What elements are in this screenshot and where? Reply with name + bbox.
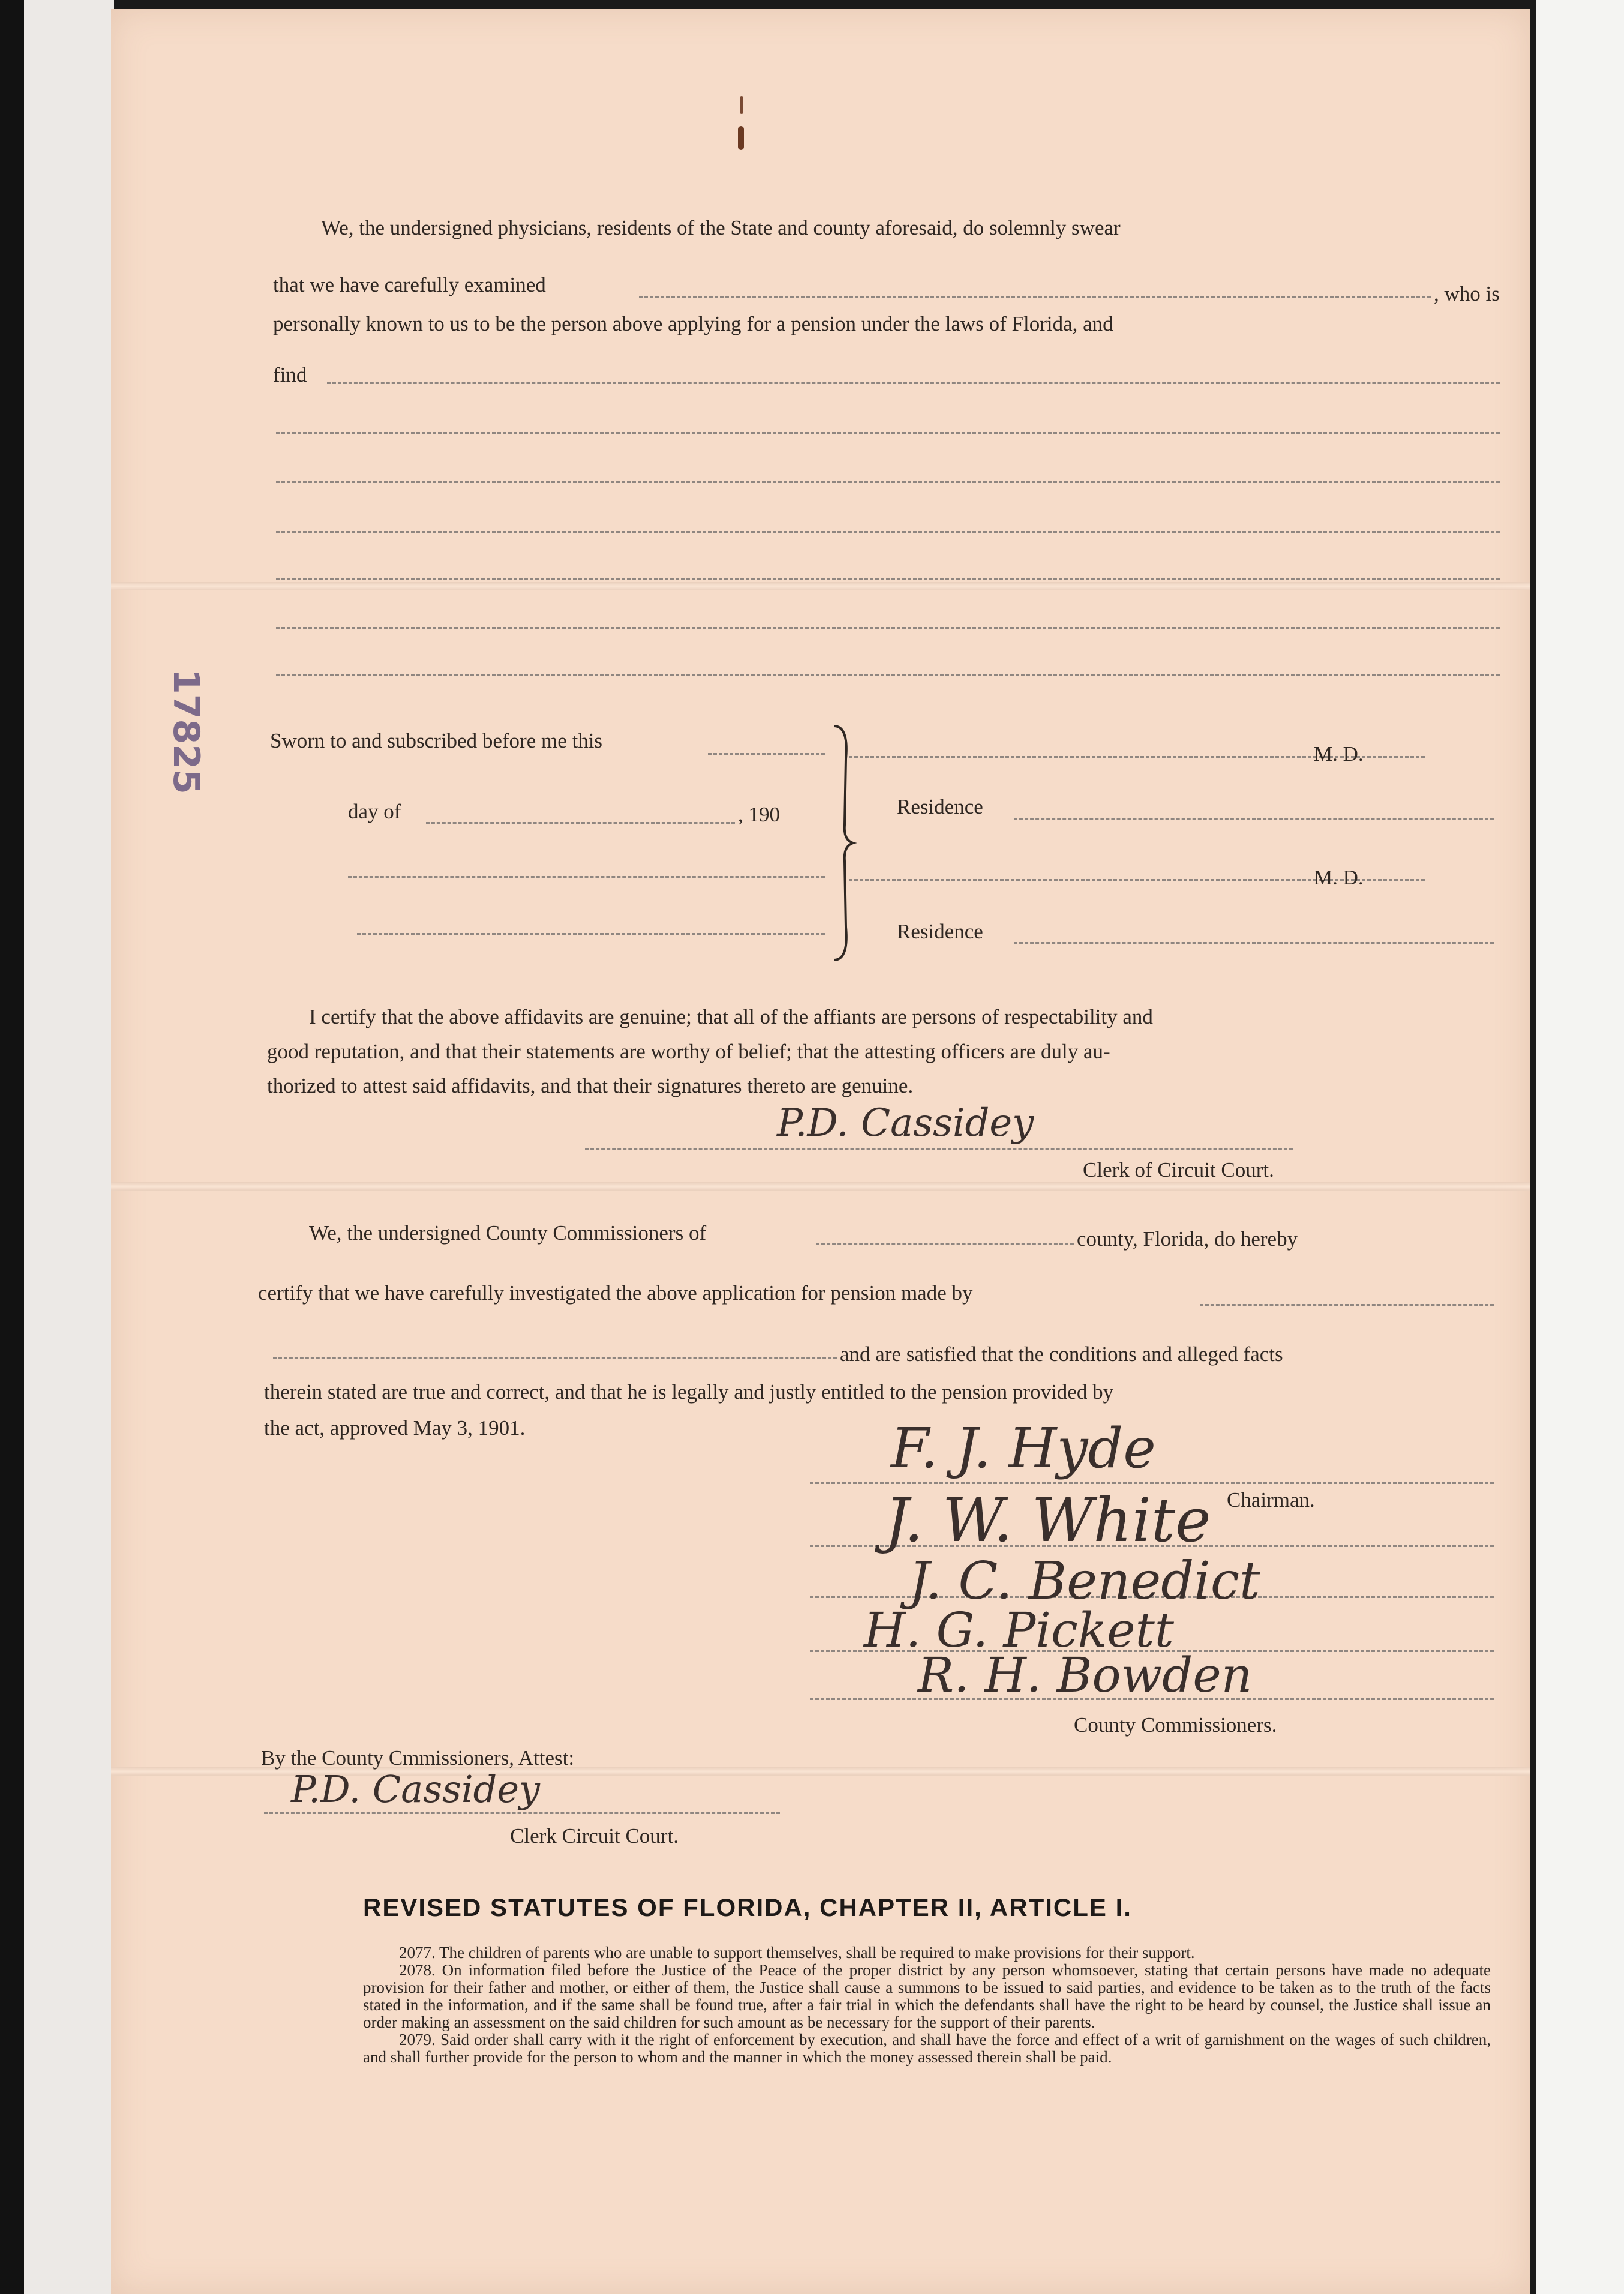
certificate-line-3: thorized to attest said affidavits, and that their signatures thereto are genuine. — [267, 1074, 914, 1097]
findings-blank-7[interactable] — [276, 674, 1500, 676]
fold-crease-middle — [111, 1182, 1530, 1191]
residence-label-1: Residence — [897, 795, 983, 818]
applicant-name-blank-a[interactable] — [1200, 1304, 1494, 1306]
clerk-title: Clerk of Circuit Court. — [1083, 1158, 1274, 1182]
clerk-signature: P.D. Cassidey — [777, 1101, 1034, 1145]
residence-blank-2[interactable] — [1014, 942, 1494, 944]
day-of-label: day of — [348, 800, 401, 823]
commissioner-signature: J. C. Benedict — [909, 1551, 1260, 1611]
scanner-edge-left — [0, 0, 24, 2294]
rust-mark — [738, 126, 744, 150]
physicians-line-2-end: , who is — [1434, 282, 1500, 305]
physicians-line-4: find — [273, 363, 307, 386]
residence-label-2: Residence — [897, 920, 983, 943]
commissioner-signature: J. W. White — [885, 1485, 1211, 1555]
sworn-label: Sworn to and subscribed before me this — [270, 729, 603, 752]
certificate-line-1: I certify that the above affidavits are genuine; that all of the affiants are persons of respectability and — [309, 1005, 1153, 1028]
examined-name-blank[interactable] — [639, 296, 1431, 298]
findings-blank-5[interactable] — [276, 578, 1500, 580]
commissioner-signature: R. H. Bowden — [918, 1647, 1253, 1703]
statutes-heading: REVISED STATUTES OF FLORIDA, CHAPTER II, ARTICLE I. — [363, 1893, 1132, 1921]
scanner-bed-right — [1536, 0, 1624, 2294]
commissioners-line-4: therein stated are true and correct, and that he is legally and justly entitled to the pension provided by — [264, 1380, 1114, 1404]
attest-signature-line — [264, 1812, 780, 1814]
pension-application-page — [111, 9, 1530, 2294]
commissioner-signature: H. G. Pickett — [864, 1602, 1174, 1658]
county-commissioners-label: County Commissioners. — [1074, 1713, 1277, 1737]
commissioners-line-5: the act, approved May 3, 1901. — [264, 1416, 526, 1440]
physicians-line-2-start: that we have carefully examined — [273, 273, 546, 296]
attest-label: By the County Cmmissioners, Attest: — [261, 1746, 575, 1770]
sworn-day-blank[interactable] — [708, 753, 825, 755]
county-blank[interactable] — [816, 1243, 1074, 1245]
residence-blank-1[interactable] — [1014, 818, 1494, 820]
findings-blank-4[interactable] — [276, 531, 1500, 533]
findings-blank-1[interactable] — [327, 382, 1500, 384]
attest-title: Clerk Circuit Court. — [510, 1824, 679, 1848]
findings-blank-6[interactable] — [276, 627, 1500, 629]
md-label-1: M. D. — [1314, 742, 1364, 766]
statutes-text — [363, 1944, 1491, 2066]
md-label-2: M. D. — [1314, 866, 1364, 889]
attest-signature: P.D. Cassidey — [291, 1767, 541, 1811]
commissioners-line-3-end: and are satisfied that the conditions and alleged facts — [840, 1342, 1283, 1366]
commissioners-line-2: certify that we have carefully investigated the above application for pension made by — [258, 1281, 973, 1305]
rust-mark — [740, 96, 743, 114]
commissioners-line-1-start: We, the undersigned County Commissioners of — [309, 1221, 707, 1245]
fold-crease-upper — [111, 582, 1530, 590]
file-number-stamp: 17825 — [165, 669, 207, 794]
statute-2077: 2077. The children of parents who are unable to support themselves, shall be required to make provisions for their support. — [399, 1944, 1195, 1962]
brace — [828, 723, 858, 963]
chairman-label: Chairman. — [1227, 1488, 1315, 1512]
physicians-line-3: personally known to us to be the person above applying for a pension under the laws of Florida, and — [273, 312, 1113, 335]
commissioners-line-1-end: county, Florida, do hereby — [1077, 1227, 1298, 1251]
findings-blank-2[interactable] — [276, 432, 1500, 434]
officer-title-blank[interactable] — [357, 933, 825, 935]
year-label: , 190 — [738, 803, 780, 826]
commissioner-signature: F. J. Hyde — [891, 1416, 1156, 1480]
commissioner-line-1 — [810, 1482, 1494, 1484]
officer-signature-blank[interactable] — [348, 876, 825, 878]
physicians-line-1: We, the undersigned physicians, residents of the State and county aforesaid, do solemnly swear — [321, 216, 1121, 239]
statute-2078: 2078. On information filed before the Justice of the Peace of the proper district by any person whomsoever, stating that certain persons have made no adequate provision for their father and mother, or either of them, the Justice shall cause a summons to be issued to said parties, and evidence to be taken as to the truth of the facts stated in the information, and if the same shall be found true, after a fair trial in which the defendants shall have the right to be heard by counsel, the Justice shall issue an order making an assessment on the said children for such amount as be necessary for the support of their parents. — [363, 1961, 1491, 2031]
findings-blank-3[interactable] — [276, 481, 1500, 483]
clerk-signature-line — [585, 1148, 1293, 1150]
scanner-bed-left — [24, 0, 114, 2294]
month-blank[interactable] — [426, 822, 735, 824]
statute-2079: 2079. Said order shall carry with it the right of enforcement by execution, and shall have the force and effect of a writ of garnishment on the wages of such children, and shall further provide for the person to whom and the manner in which the money assessed therein shall be paid. — [363, 2031, 1491, 2066]
certificate-line-2: good reputation, and that their statements are worthy of belief; that the attesting officers are duly au- — [267, 1040, 1110, 1063]
applicant-name-blank-b[interactable] — [273, 1357, 837, 1359]
